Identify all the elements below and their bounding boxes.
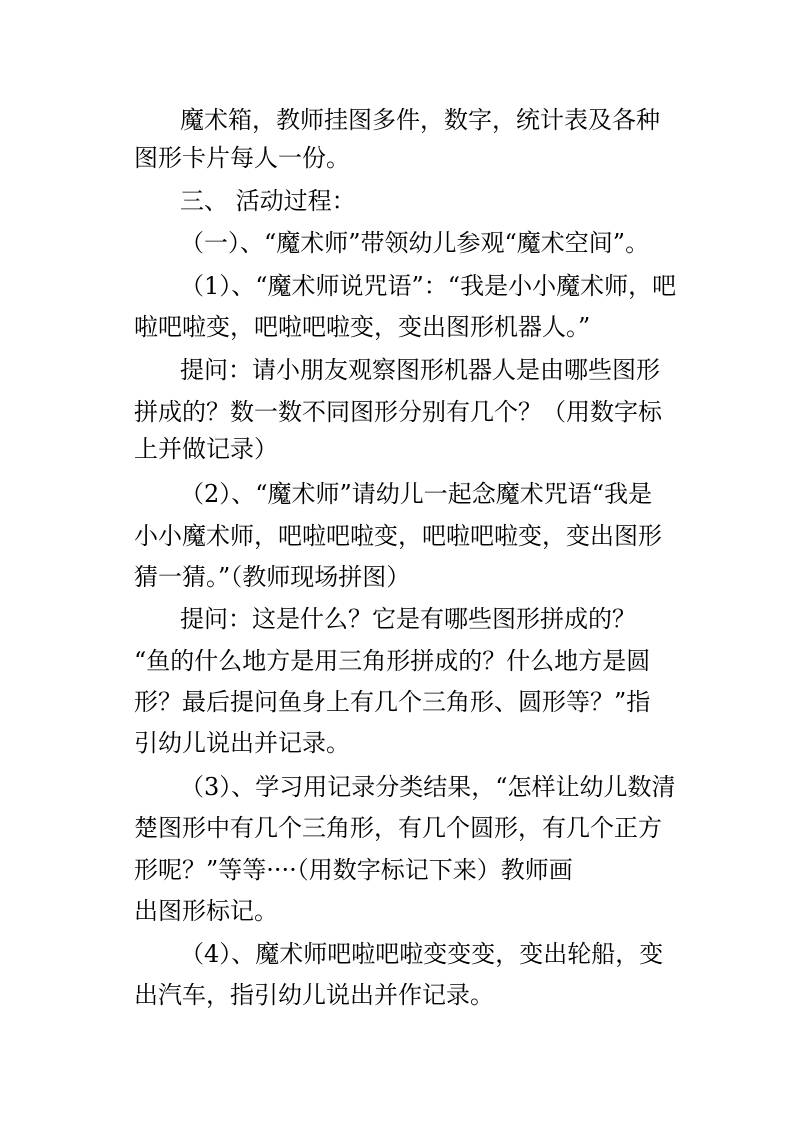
text-line-15: 形？最后提问鱼身上有几个三角形、圆形等？”指 — [134, 688, 651, 716]
text-line-1: 魔术箱，教师挂图多件，数字，统计表及各种 — [180, 106, 660, 134]
text-line-7: 提问：请小朋友观察图形机器人是由哪些图形 — [180, 356, 660, 384]
text-line-10: （2）、“魔术师”请幼儿一起念魔术咒语“我是 — [180, 480, 653, 508]
text-line-20: 出图形标记。 — [134, 897, 278, 925]
text-line-9: 上并做记录） — [134, 435, 278, 463]
text-line-14: “鱼的什么地方是用三角形拼成的？什么地方是圆 — [134, 647, 651, 675]
text-line-6: 啦吧啦变，吧啦吧啦变，变出图形机器人。” — [134, 313, 591, 341]
section-heading: 三、 活动过程： — [180, 187, 356, 215]
text-line-19: 形呢？”等等····（用数字标记下来）教师画 — [134, 856, 573, 884]
text-line-13: 提问：这是什么？它是有哪些图形拼成的？ — [180, 605, 636, 633]
text-line-18: 楚图形中有几个三角形，有几个圆形，有几个正方 — [134, 814, 662, 842]
text-line-17: （3）、学习用记录分类结果，“怎样让幼儿数清 — [180, 773, 676, 801]
text-line-4: （一）、“魔术师”带领幼儿参观“魔术空间”。 — [180, 229, 650, 257]
text-line-21: （4）、魔术师吧啦吧啦变变变，变出轮船，变 — [180, 940, 664, 968]
text-line-11: 小小魔术师，吧啦吧啦变，吧啦吧啦变，变出图形 — [134, 522, 662, 550]
text-line-5: （1）、“魔术师说咒语”：“我是小小魔术师，吧 — [180, 272, 677, 300]
text-line-16: 引幼儿说出并记录。 — [134, 729, 350, 757]
text-line-2: 图形卡片每人一份。 — [134, 144, 350, 172]
text-line-12: 猜一猜。”（教师现场拼图） — [134, 563, 411, 591]
text-line-8: 拼成的？数一数不同图形分别有几个？（用数字标 — [134, 398, 662, 426]
text-line-22: 出汽车，指引幼儿说出并作记录。 — [134, 981, 494, 1009]
